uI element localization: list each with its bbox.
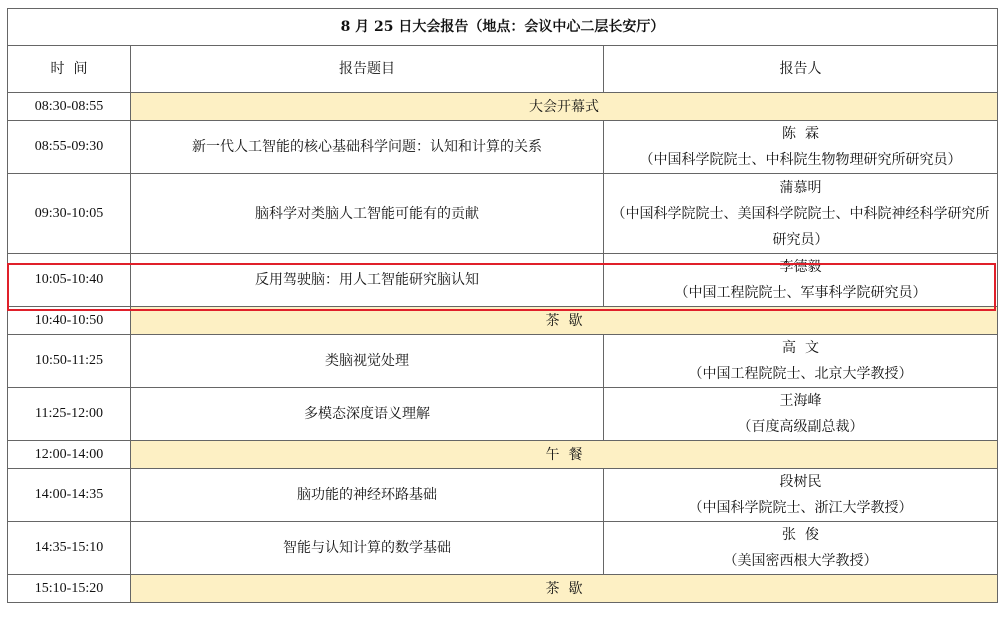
time-cell: 10:50-11:25 [8,335,131,388]
speaker-affiliation: （中国科学院院士、美国科学院院士、中科院神经科学研究所研究员） [611,205,990,248]
table-row [8,174,998,254]
break-cell: 茶 歇 [131,307,998,335]
topic-cell: 脑科学对类脑人工智能可能有的贡献 [131,174,604,254]
schedule-table [7,8,998,603]
speaker-affiliation: （中国工程院院士、军事科学院研究员） [674,285,927,301]
break-cell: 茶 歇 [131,575,998,603]
table-row [8,121,998,174]
table-row [8,575,998,603]
speaker-name: 段树民 [779,474,822,490]
speaker-name: 李德毅 [779,259,822,275]
table-row [8,254,998,307]
header-row [8,46,998,93]
speaker-cell [604,388,998,441]
speaker-cell [604,469,998,522]
table-row [8,469,998,522]
topic-cell: 脑功能的神经环路基础 [131,469,604,522]
speaker-name: 蒲慕明 [779,179,822,196]
table-row [8,388,998,441]
time-cell: 12:00-14:00 [8,441,131,469]
table-row [8,522,998,575]
table-row [8,307,998,335]
speaker-cell [604,254,998,307]
speaker-cell [604,121,998,174]
topic-cell: 多模态深度语义理解 [131,388,604,441]
break-cell: 大会开幕式 [131,93,998,121]
time-cell: 15:10-15:20 [8,575,131,603]
speaker-name: 张 俊 [782,527,819,543]
header-topic: 报告题目 [131,46,604,93]
table-row [8,335,998,388]
schedule-title: 8 月 25 日大会报告（地点：会议中心二层长安厅） [8,9,998,46]
time-cell: 08:30-08:55 [8,93,131,121]
speaker-affiliation: （百度高级副总裁） [737,419,864,435]
topic-cell: 智能与认知计算的数学基础 [131,522,604,575]
time-cell: 14:35-15:10 [8,522,131,575]
time-cell: 14:00-14:35 [8,469,131,522]
topic-cell: 新一代人工智能的核心基础科学问题：认知和计算的关系 [131,121,604,174]
table-row [8,441,998,469]
time-cell: 10:05-10:40 [8,254,131,307]
time-cell: 09:30-10:05 [8,174,131,254]
speaker-name: 高 文 [782,340,819,356]
speaker-cell [604,522,998,575]
break-cell: 午 餐 [131,441,998,469]
speaker-affiliation: （中国科学院院士、浙江大学教授） [688,500,913,516]
time-cell: 08:55-09:30 [8,121,131,174]
time-cell: 10:40-10:50 [8,307,131,335]
speaker-name: 陈 霖 [782,126,819,142]
speaker-affiliation: （美国密西根大学教授） [723,553,878,569]
speaker-name: 王海峰 [779,393,822,409]
table-row [8,93,998,121]
speaker-cell [604,335,998,388]
topic-cell: 反用驾驶脑：用人工智能研究脑认知 [131,254,604,307]
title-row [8,9,998,46]
time-cell: 11:25-12:00 [8,388,131,441]
speaker-affiliation: （中国工程院院士、北京大学教授） [688,366,913,382]
header-time: 时 间 [8,46,131,93]
header-speaker: 报告人 [604,46,998,93]
topic-cell: 类脑视觉处理 [131,335,604,388]
speaker-cell [604,174,998,254]
speaker-affiliation: （中国科学院院士、中科院生物物理研究所研究员） [639,152,962,168]
